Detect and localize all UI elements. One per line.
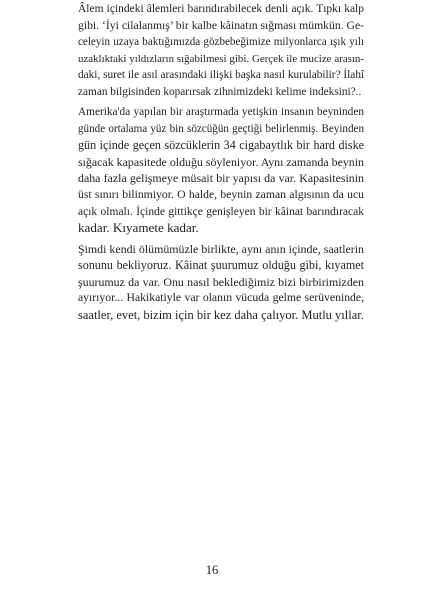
text-line: gibi. ‘İyi cilalanmış’ bir kalbe kâinatın sığması mümkün. Ge- — [78, 18, 365, 32]
text-line: üst sınırı bilinmiyor. O halde, beynin zaman algısının da ucu — [78, 188, 364, 202]
body-text — [78, 1, 364, 327]
text-line: daki, suret ile asıl arasındaki ilişki başka nasıl kurulabilir? İlahî — [78, 69, 365, 82]
text-line: şuurumuz da var. Onu nasıl beklediğimiz bizi birbirimizden — [78, 274, 364, 289]
text-line: gün içinde geçen sözcüklerin 34 cigabaytlık bir hard diske — [78, 138, 364, 153]
paragraph-1 — [78, 1, 364, 100]
text-line: Âlem içindeki âlemleri barındırabilecek denli açık. Tıpkı kalp — [78, 3, 364, 15]
text-line: günde ortalama yüz bin sözcüğün geçtiği belirlenmiş. Beyinden — [78, 122, 364, 135]
paragraph-3 — [78, 241, 364, 324]
text-line: Amerika'da yapılan bir araştırmada yetişkin insanın beyninden — [78, 106, 364, 119]
text-line: sığacak kapasitede olduğu söyleniyor. Aynı zamanda beynin — [78, 154, 364, 169]
text-line: celeyin uzaya baktığımızda gözbebeğimize milyonlarca ışık yılı — [78, 36, 364, 49]
text-line: sonunu bekliyoruz. Kâinat şuurumuz olduğu gibi, kıyamet — [78, 258, 364, 273]
text-line: Şimdi kendi ölümümüzle birlikte, aynı anın içinde, saatlerin — [78, 241, 364, 256]
text-line: saatler, evet, bizim için bir kez daha çalıyor. Mutlu yıllar. — [78, 307, 364, 322]
page-number: 16 — [205, 563, 219, 577]
text-line: daha fazla gelişmeye müsait bir yapısı da var. Kapasitesinin — [78, 171, 364, 186]
text-line: zaman bilgisinden koparırsak zihnimizdeki kelime indeksini?.. — [78, 85, 362, 98]
paragraph-2 — [78, 104, 364, 236]
text-line: açık olmalı. İçinde gittikçe genişleyen bir kâinat barındıracak — [78, 205, 364, 218]
text-line: uzaklıktaki yıldızların sığabilmesi gibi. Gerçek ile mucize arasın- — [78, 52, 364, 65]
text-line: ayırıyor... Hakikatiyle var olanın vücuda gelme serüveninde, — [78, 291, 364, 305]
text-line: kadar. Kıyamete kadar. — [78, 220, 199, 236]
